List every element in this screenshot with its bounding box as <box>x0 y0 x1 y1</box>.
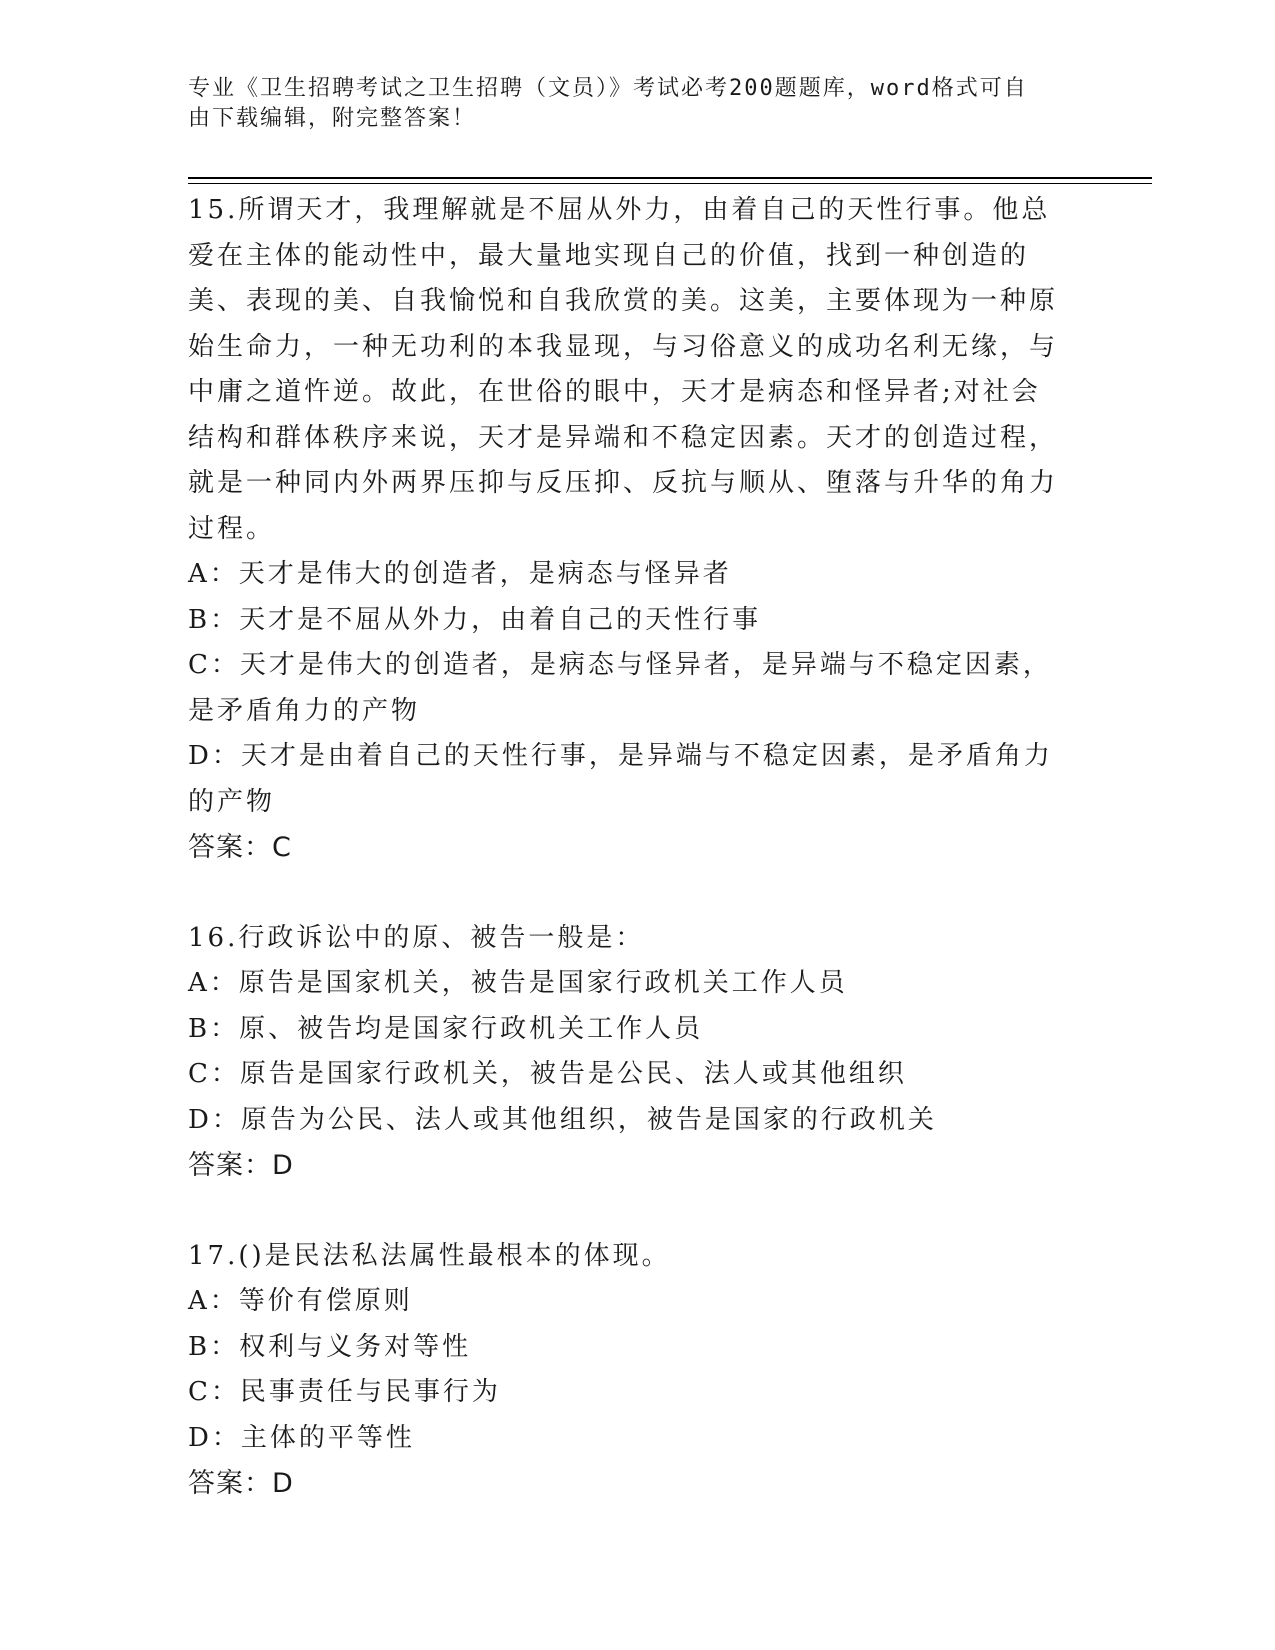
question-stem: 17.()是民法私法属性最根本的体现。 <box>188 1240 671 1271</box>
option-c: C：原告是国家行政机关，被告是公民、法人或其他组织 <box>188 1059 907 1089</box>
option-a: A：原告是国家机关，被告是国家行政机关工作人员 <box>188 968 848 998</box>
option-c: C：民事责任与民事行为 <box>188 1377 501 1407</box>
option-b: B：天才是不屈从外力，由着自己的天性行事 <box>188 604 762 635</box>
question-17 <box>188 1234 1068 1507</box>
document-header <box>188 74 1068 134</box>
answer: 答案：D <box>188 1468 294 1499</box>
question-15 <box>188 188 1068 871</box>
option-d: D：主体的平等性 <box>188 1422 415 1453</box>
header-divider-thick <box>188 177 1152 179</box>
question-16 <box>188 916 1068 1189</box>
header-line-1: 专业《卫生招聘考试之卫生招聘（文员）》考试必考200题题库，word格式可自 <box>188 76 1028 101</box>
header-divider-thin <box>188 183 1152 184</box>
option-d: D：原告为公民、法人或其他组织，被告是国家的行政机关 <box>188 1104 937 1135</box>
answer: 答案：D <box>188 1150 294 1181</box>
question-stem: 16.行政诉讼中的原、被告一般是： <box>188 922 645 953</box>
option-d: D：天才是由着自己的天性行事，是异端与不稳定因素，是矛盾角力的产物 <box>188 741 1053 817</box>
question-stem: 15.所谓天才，我理解就是不屈从外力，由着自己的天性行事。他总爱在主体的能动性中，最大量地实现自己的价值，找到一种创造的美、表现的美、自我愉悦和自我欣赏的美。这美，主要体现为一种原始生命力，一种无功利的本我显现，与习俗意义的成功名利无缘，与中庸之道忤逆。故此，在世俗的眼中，天才是病态和怪异者;对社会结构和群体秩序来说，天才是异端和不稳定因素。天才的创造过程，就是一种同内外两界压抑与反压抑、反抗与顺从、堕落与升华的角力过程。 <box>188 195 1059 544</box>
option-c: C：天才是伟大的创造者，是病态与怪异者，是异端与不稳定因素，是矛盾角力的产物 <box>188 650 1052 726</box>
question-list <box>188 188 1068 1507</box>
option-b: B：权利与义务对等性 <box>188 1331 472 1362</box>
answer: 答案：C <box>188 832 292 863</box>
option-a: A：天才是伟大的创造者，是病态与怪异者 <box>188 559 732 589</box>
option-b: B：原、被告均是国家行政机关工作人员 <box>188 1013 704 1044</box>
option-a: A：等价有偿原则 <box>188 1286 413 1316</box>
header-line-2: 由下载编辑，附完整答案！ <box>188 106 477 131</box>
